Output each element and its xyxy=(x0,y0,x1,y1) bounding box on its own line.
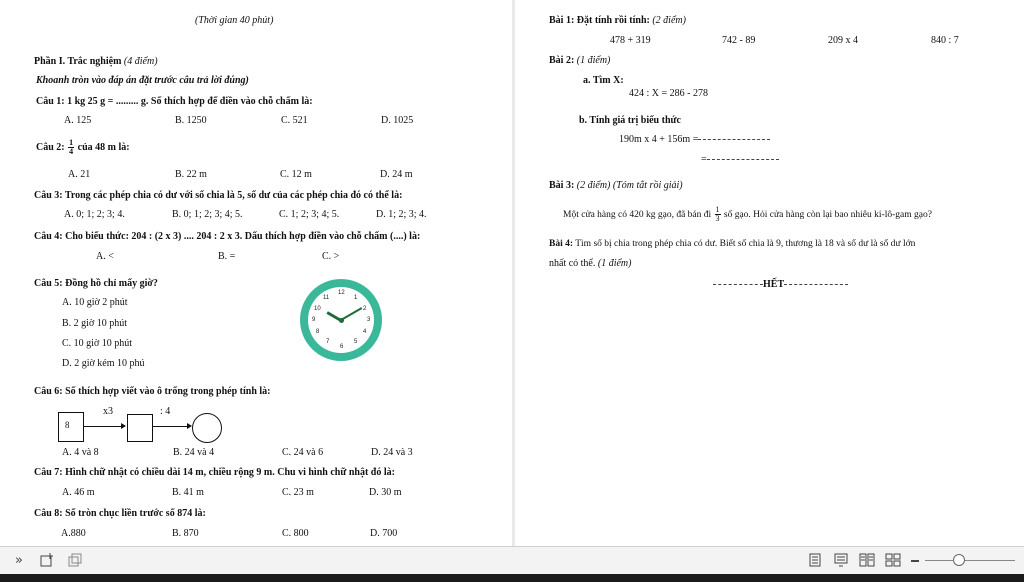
start-box xyxy=(58,412,84,442)
q7-option: D. 30 m xyxy=(369,487,402,498)
q4-option: A. < xyxy=(96,251,114,262)
clock-center xyxy=(339,318,344,323)
q1 xyxy=(36,96,313,108)
b4-title: Bài 4: xyxy=(549,239,574,249)
right-page xyxy=(515,0,1024,546)
end-dash xyxy=(713,284,763,285)
b2-a-expr: 424 : X = 286 - 278 xyxy=(629,88,708,99)
b2-b-eq: = xyxy=(701,154,707,165)
q5-option: B. 2 giờ 10 phút xyxy=(62,318,128,329)
q5-option: C. 10 giờ 10 phút xyxy=(62,338,133,349)
q2-option: C. 12 m xyxy=(280,169,312,180)
b2-b-expr: 190m x 4 + 156m = xyxy=(619,134,699,145)
q1-option: C. 521 xyxy=(281,115,308,126)
q3-option: B. 0; 1; 2; 3; 4; 5. xyxy=(172,209,243,220)
b4-line2 xyxy=(549,258,631,270)
q1-option: B. 1250 xyxy=(175,115,207,126)
op2-label: : 4 xyxy=(160,406,171,417)
b3-fraction xyxy=(715,206,721,223)
b1-expr: 840 : 7 xyxy=(931,35,959,46)
q1-text: 1 kg 25 g = ......... g. Số thích hợp để điền vào chỗ chấm là: xyxy=(67,96,313,107)
q7-option: C. 23 m xyxy=(282,487,314,498)
b1-expr: 478 + 319 xyxy=(610,35,651,46)
clock-number: 9 xyxy=(312,317,316,323)
q8-option: B. 870 xyxy=(172,528,199,539)
q8-text: Câu 8: Số tròn chục liền trước số 874 là: xyxy=(34,508,206,519)
instruction: Khoanh tròn vào đáp án đặt trước câu trả lời đúng) xyxy=(36,75,249,86)
q2 xyxy=(36,138,130,158)
clock-face xyxy=(308,287,374,353)
arrow-1 xyxy=(83,426,121,427)
new-page-icon[interactable] xyxy=(38,552,56,570)
q3-option: A. 0; 1; 2; 3; 4. xyxy=(64,209,125,220)
q2-label: Câu 2: xyxy=(36,142,65,153)
b3-frac-den: 3 xyxy=(715,214,720,224)
q7-text: Câu 7: Hình chữ nhật có chiều dài 14 m, chiều rộng 9 m. Chu vi hình chữ nhật đó là: xyxy=(34,467,395,478)
grid-view-icon[interactable] xyxy=(884,552,902,570)
q6-option: D. 24 và 3 xyxy=(371,447,413,458)
zoom-slider[interactable] xyxy=(925,560,1015,561)
clock-image xyxy=(300,279,382,361)
b3-text xyxy=(563,205,932,225)
b3-heading xyxy=(549,180,683,192)
end-dash xyxy=(784,284,848,285)
q3-option: D. 1; 2; 3; 4. xyxy=(376,209,427,220)
q3-option: C. 1; 2; 3; 4; 5. xyxy=(279,209,340,220)
b4-text: Tìm số bị chia trong phép chia có dư. Biết số chia là 9, thương là 18 và số dư là số dư lớn xyxy=(575,239,916,249)
exam-time: (Thời gian 40 phút) xyxy=(195,15,274,26)
b3-title: Bài 3: xyxy=(549,180,575,191)
q1-label: Câu 1: xyxy=(36,96,65,107)
q4-text: Câu 4: Cho biểu thức: 204 : (2 x 3) .... 204 : 2 x 3. Dấu thích hợp điền vào chỗ chấm (....) là: xyxy=(34,231,421,242)
q2-frac-den: 4 xyxy=(69,147,74,157)
b3-text-before: Một cửa hàng có 420 kg gạo, đã bán đi xyxy=(563,210,712,220)
part1-heading xyxy=(34,56,158,68)
copy-page-icon[interactable] xyxy=(66,552,84,570)
clock-number: 5 xyxy=(354,339,358,345)
b3-text-after: số gạo. Hỏi cửa hàng còn lại bao nhiêu ki-lô-gam gạo? xyxy=(723,210,932,220)
q2-option: B. 22 m xyxy=(175,169,207,180)
end-marker xyxy=(713,279,848,291)
q3-text: Câu 3: Trong các phép chia có dư với số chia là 5, số dư của các phép chia đó có thể là: xyxy=(34,190,403,201)
answer-blank xyxy=(707,159,779,160)
q7-option: B. 41 m xyxy=(172,487,204,498)
q1-option: D. 1025 xyxy=(381,115,414,126)
expand-icon[interactable]: » xyxy=(15,553,23,568)
clock-number: 7 xyxy=(326,339,330,345)
two-page-icon[interactable] xyxy=(832,552,850,570)
clock-number: 1 xyxy=(354,295,358,301)
viewer-toolbar xyxy=(0,546,1024,575)
b2-b-line xyxy=(619,134,770,146)
single-page-icon[interactable] xyxy=(806,552,824,570)
answer-blank xyxy=(698,139,770,140)
q8-option: D. 700 xyxy=(370,528,398,539)
zoom-out-icon[interactable] xyxy=(911,560,919,562)
clock-number: 3 xyxy=(367,317,371,323)
q5-option: D. 2 giờ kém 10 phú xyxy=(62,358,145,369)
q5-option: A. 10 giờ 2 phút xyxy=(62,297,128,308)
arrow-2 xyxy=(152,426,187,427)
b3-points: (2 điểm) (Tóm tắt rồi giải) xyxy=(576,180,683,191)
op1-label: x3 xyxy=(103,406,113,417)
q8-option: A.880 xyxy=(61,528,86,539)
b4-points: (1 điểm) xyxy=(597,258,632,269)
end-text: HẾT xyxy=(763,279,785,290)
b4-line1 xyxy=(549,238,915,250)
q2-frac-num: 1 xyxy=(69,138,74,148)
b3-frac-num: 1 xyxy=(715,205,720,215)
q5-text: Câu 5: Đồng hồ chỉ mấy giờ? xyxy=(34,278,158,289)
b2-a-label: a. Tìm X: xyxy=(583,75,624,86)
b2-points: (1 điểm) xyxy=(576,55,611,66)
b2-b-line2 xyxy=(701,154,779,166)
part1-points: (4 điểm) xyxy=(123,56,158,67)
q8-option: C. 800 xyxy=(282,528,309,539)
q2-option: D. 24 m xyxy=(380,169,413,180)
q4-option: B. = xyxy=(218,251,236,262)
q4-option: C. > xyxy=(322,251,340,262)
q6-option: C. 24 và 6 xyxy=(282,447,324,458)
b2-title: Bài 2: xyxy=(549,55,575,66)
b4-text2: nhất có thể. xyxy=(549,258,596,269)
clock-number: 10 xyxy=(314,306,321,312)
left-page xyxy=(0,0,512,546)
b1-points: (2 điểm) xyxy=(652,15,686,26)
blank-circle xyxy=(192,413,222,443)
clock-number: 11 xyxy=(323,295,330,301)
arrow-1-head xyxy=(121,423,126,429)
part1-title: Phần I. Trắc nghiệm xyxy=(34,56,122,67)
b2-heading xyxy=(549,55,610,67)
b1-expr: 209 x 4 xyxy=(828,35,858,46)
q2-option: A. 21 xyxy=(68,169,91,180)
q6-option: A. 4 và 8 xyxy=(62,447,99,458)
zoom-slider-thumb[interactable] xyxy=(953,554,965,566)
clock-number: 12 xyxy=(338,290,345,296)
b1-heading xyxy=(549,15,686,27)
start-value: 8 xyxy=(65,420,70,430)
clock-number: 8 xyxy=(316,329,320,335)
clock-number: 6 xyxy=(340,344,344,350)
q1-option: A. 125 xyxy=(64,115,92,126)
b1-title: Bài 1: Đặt tính rồi tính: xyxy=(549,15,650,26)
taskbar-strip xyxy=(0,574,1024,582)
q6-text: Câu 6: Số thích hợp viết vào ô trống trong phép tính là: xyxy=(34,386,271,397)
book-view-icon[interactable] xyxy=(858,552,876,570)
blank-box xyxy=(127,414,153,442)
q2-text: của 48 m là: xyxy=(77,142,130,153)
b2-b-label: b. Tính giá trị biểu thức xyxy=(579,115,681,126)
q6-option: B. 24 và 4 xyxy=(173,447,215,458)
q7-option: A. 46 m xyxy=(62,487,95,498)
clock-number: 4 xyxy=(363,329,367,335)
q2-fraction xyxy=(68,139,74,156)
clock-number: 2 xyxy=(363,306,367,312)
b1-expr: 742 - 89 xyxy=(722,35,756,46)
